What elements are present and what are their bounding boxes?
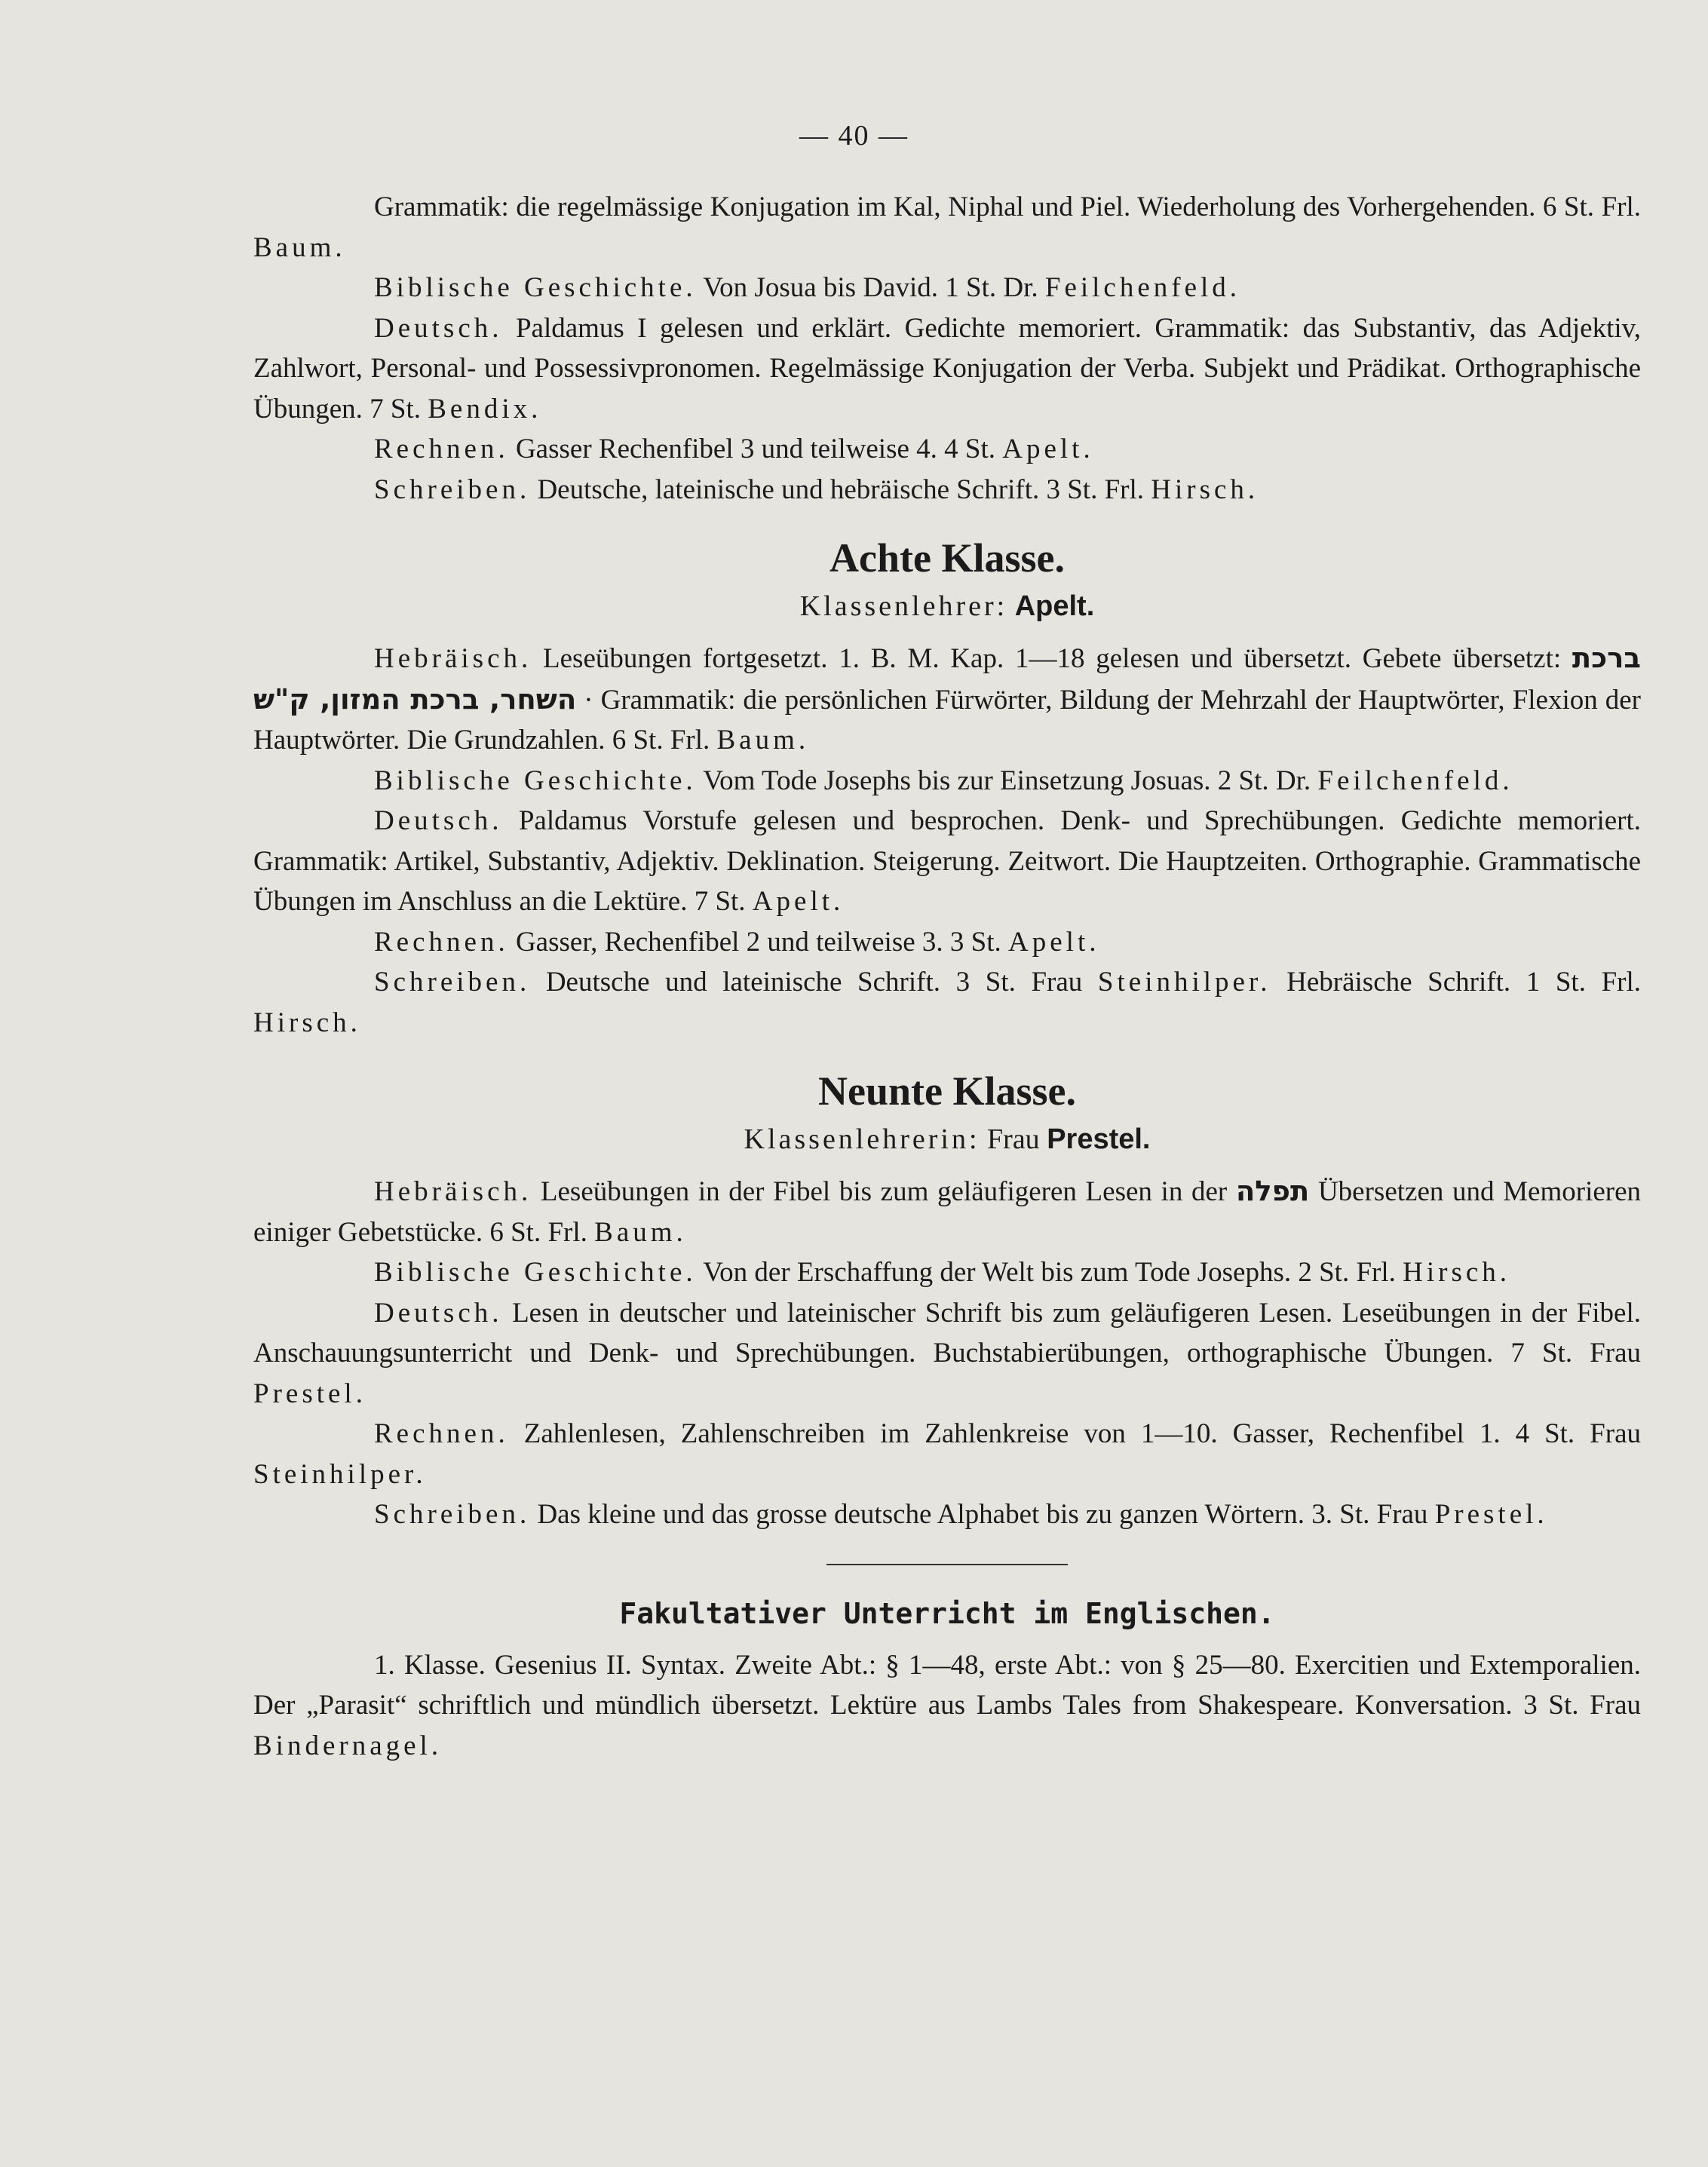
- subject-label: Deutsch.: [374, 1297, 503, 1329]
- subject-text: Deutsche, lateinische und hebräische Schrift. 3 St. Frl.: [537, 474, 1145, 505]
- subject-label: Deutsch.: [374, 312, 503, 344]
- teacher-name: Feilchenfeld.: [1044, 272, 1241, 303]
- paragraph-rechnen: [253, 922, 1641, 963]
- paragraph-deutsch: [253, 308, 1641, 430]
- subject-label: Deutsch.: [374, 805, 503, 836]
- paragraph-grammatik: [253, 187, 1641, 268]
- subject-text: Lesen in deutscher und lateinischer Schrift bis zum geläufigeren Lesen. Leseübungen in der Fibel. Anschauungsunterricht und Denk- und Sprechübungen. Buchstabierübungen, orthographische Übungen. 7 St. Frau: [253, 1297, 1642, 1369]
- section-heading-achte-klasse: Achte Klasse.: [829, 535, 1065, 581]
- subject-text: Das kleine und das grosse deutsche Alphabet bis zu ganzen Wörtern. 3. St. Frau: [537, 1499, 1428, 1530]
- page-content: [253, 187, 1641, 1766]
- grammatik-text: die regelmässige Konjugation im Kal, Niphal und Piel. Wiederholung des Vorhergehenden. 6 St. Frl.: [516, 192, 1641, 222]
- teacher-name: Prestel.: [253, 1378, 366, 1409]
- paragraph-deutsch: [253, 1293, 1641, 1415]
- subject-text: Gasser, Rechenfibel 2 und teilweise 3. 3 St.: [515, 926, 1001, 958]
- section-divider: [826, 1564, 1068, 1565]
- paragraph-rechnen: [253, 429, 1641, 470]
- teacher-name: Apelt.: [752, 886, 845, 917]
- subject-label: Schreiben.: [374, 967, 531, 998]
- subject-label: Schreiben.: [374, 1499, 531, 1530]
- subject-label: Rechnen.: [374, 1418, 509, 1449]
- teacher-name: Apelt.: [1008, 926, 1100, 958]
- klassenlehrer-line: [253, 585, 1641, 627]
- subject-text: Paldamus Vorstufe gelesen und besprochen. Denk- und Sprechübungen. Gedichte memoriert. Grammatik: Artikel, Substantiv, Adjektiv. Deklination. Steigerung. Zeitwort. Die Hauptzeiten. Orthographie. Grammatische Übungen im Anschluss an die Lektüre. 7 St.: [253, 805, 1641, 917]
- paragraph-biblische-geschichte: [253, 761, 1641, 802]
- teacher-name: Baum.: [594, 1216, 687, 1248]
- subject-text: Leseübungen in der Fibel bis zum geläufigeren Lesen in der: [540, 1176, 1228, 1207]
- hebrew-text: ברכת השחר, ברכת המזון, ק"ש: [253, 642, 1641, 716]
- section-heading-neunte-klasse: Neunte Klasse.: [818, 1068, 1076, 1114]
- subject-label: Hebräisch.: [374, 643, 532, 674]
- subject-text-continued: Hebräische Schrift. 1 St. Frl.: [1286, 967, 1641, 998]
- paragraph-englisch: [253, 1645, 1641, 1767]
- section-heading-englisch: Fakultativer Unterricht im Englischen.: [619, 1596, 1275, 1630]
- teacher-name: Steinhilper.: [1097, 967, 1271, 998]
- subject-label: Hebräisch.: [374, 1176, 532, 1207]
- subject-label: Rechnen.: [374, 926, 509, 958]
- teacher-name: Bendix.: [428, 393, 542, 425]
- teacher-name: Apelt.: [1002, 434, 1094, 464]
- teacher-name: Baum.: [716, 725, 810, 756]
- subject-label: Rechnen.: [374, 434, 509, 464]
- subject-label: Biblische Geschichte.: [374, 272, 697, 303]
- subject-text: Deutsche und lateinische Schrift. 3 St. Frau: [545, 967, 1083, 998]
- klassenlehrerin-prefix: Frau: [987, 1123, 1040, 1155]
- klassenlehrerin-name: Prestel.: [1047, 1123, 1151, 1155]
- klassenlehrer-name: Apelt.: [1014, 590, 1095, 622]
- paragraph-biblische-geschichte: [253, 268, 1641, 308]
- subject-text: Leseübungen fortgesetzt. 1. B. M. Kap. 1—18 gelesen und übersetzt. Gebete übersetzt:: [543, 643, 1562, 674]
- klassenlehrerin-line: [253, 1118, 1641, 1160]
- subject-label: Schreiben.: [374, 474, 531, 505]
- paragraph-hebraeisch: [253, 638, 1641, 761]
- teacher-name: Steinhilper.: [253, 1458, 427, 1490]
- subject-label: Biblische Geschichte.: [374, 765, 697, 796]
- teacher-name: Hirsch.: [1151, 474, 1259, 505]
- subject-text: Zahlenlesen, Zahlenschreiben im Zahlenkreise von 1—10. Gasser, Rechenfibel 1. 4 St. Frau: [523, 1418, 1641, 1449]
- subject-text: Gasser Rechenfibel 3 und teilweise 4. 4 St.: [515, 434, 995, 464]
- grammatik-label: Grammatik:: [374, 192, 509, 222]
- subject-text: Paldamus I gelesen und erklärt. Gedichte memoriert. Grammatik: das Substantiv, das Adjektiv, Zahlwort, Personal- und Possessivpronomen. Regelmässige Konjugation der Verba. Subjekt und Prädikat. Orthographische Übungen. 7 St.: [253, 312, 1642, 425]
- paragraph-biblische-geschichte: [253, 1252, 1641, 1293]
- subject-text: Von der Erschaffung der Welt bis zum Tode Josephs. 2 St. Frl.: [703, 1257, 1396, 1288]
- teacher-name: Feilchenfeld.: [1317, 765, 1513, 796]
- page-number: — 40 —: [799, 120, 909, 152]
- hebrew-text: תפלה: [1235, 1175, 1310, 1207]
- paragraph-rechnen: [253, 1414, 1641, 1494]
- subject-text: 1. Klasse. Gesenius II. Syntax. Zweite Abt.: § 1—48, erste Abt.: von § 25—80. Exercitien und Extemporalien. Der „Parasit“ schriftlich und mündlich übersetzt. Lektüre aus Lambs Tales from Shakespeare. Konversation. 3 St. Frau: [253, 1649, 1641, 1721]
- teacher-name: Baum.: [253, 231, 346, 263]
- paragraph-hebraeisch: [253, 1171, 1641, 1252]
- teacher-name: Hirsch.: [1403, 1257, 1511, 1288]
- subject-text: Von Josua bis David. 1 St. Dr.: [703, 272, 1038, 303]
- subject-text-continued: · Grammatik: die persönlichen Fürwörter, Bildung der Mehrzahl der Hauptwörter, Flexion der Hauptwörter. Die Grundzahlen. 6 St. Frl.: [253, 684, 1642, 756]
- paragraph-deutsch: [253, 801, 1641, 922]
- teacher-name: Prestel.: [1434, 1499, 1548, 1530]
- paragraph-schreiben: [253, 1494, 1641, 1535]
- subject-text-continued: Übersetzen und Memorieren einiger Gebetstücke. 6 St. Frl.: [253, 1176, 1642, 1248]
- klassenlehrer-label: Klassenlehrer:: [799, 590, 1008, 622]
- teacher-name: Hirsch.: [253, 1007, 361, 1038]
- subject-label: Biblische Geschichte.: [374, 1257, 697, 1288]
- subject-text: Vom Tode Josephs bis zur Einsetzung Josuas. 2 St. Dr.: [703, 765, 1311, 796]
- teacher-name: Bindernagel.: [253, 1730, 443, 1761]
- paragraph-schreiben: [253, 962, 1641, 1043]
- klassenlehrerin-label: Klassenlehrerin:: [744, 1123, 980, 1155]
- paragraph-schreiben: [253, 470, 1641, 510]
